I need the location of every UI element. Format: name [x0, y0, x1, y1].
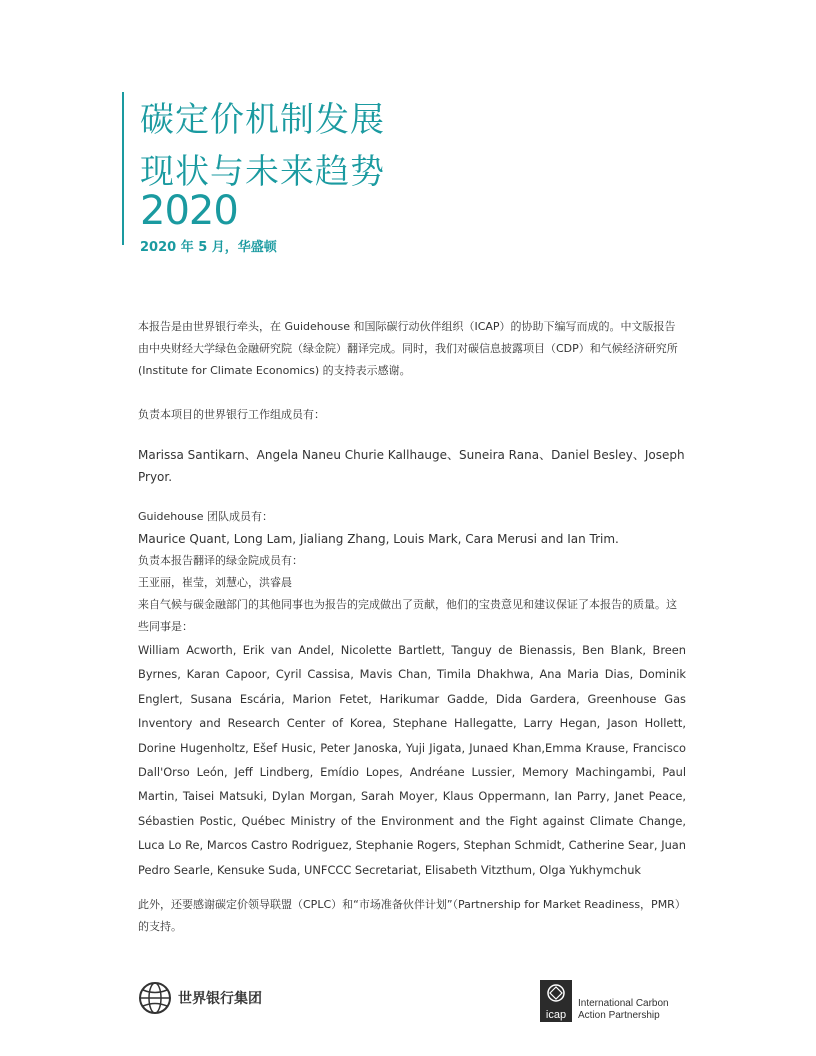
wb-team-label: 负责本项目的世界银行工作组成员有： [138, 408, 325, 421]
title-accent-bar [122, 92, 124, 245]
wb-team-names: Marissa Santikarn、Angela Naneu Churie Kallhauge、Suneira Rana、Daniel Besley、Joseph Pryor. [138, 448, 685, 484]
gh-team-label: Guidehouse 团队成员有： [138, 510, 273, 523]
globe-icon [138, 981, 172, 1015]
acknowledgements-body [138, 316, 686, 938]
gh-team-names: Maurice Quant, Long Lam, Jialiang Zhang, Louis Mark, Cara Merusi and Ian Trim. [138, 532, 619, 546]
title-block [122, 92, 622, 255]
title-line-1: 碳定价机制发展 [140, 100, 385, 140]
icap-mark-icon [540, 980, 572, 1008]
iigf-team-label: 负责本报告翻译的绿金院成员有： [138, 554, 303, 567]
icap-logo [540, 980, 572, 1022]
iigf-team-names: 王亚丽，崔莹，刘慧心，洪睿晨 [138, 576, 292, 589]
icap-name-line-1: International Carbon [578, 998, 669, 1009]
world-bank-logo [138, 978, 262, 1018]
title-line-2: 现状与未来趋势 [140, 152, 385, 192]
colleagues-label: 来自气候与碳金融部门的其他同事也为报告的完成做出了贡献，他们的宝贵意见和建议保证了本报告的质量。这些同事是： [138, 598, 677, 633]
icap-logo-block [540, 980, 669, 1022]
icap-logo-word: icap [545, 1009, 567, 1021]
icap-name [578, 998, 669, 1022]
title-year: 2020 [140, 188, 238, 234]
icap-name-line-2: Action Partnership [578, 1010, 660, 1021]
publication-date: 2020 年 5 月，华盛顿 [140, 240, 277, 255]
world-bank-name: 世界银行集团 [178, 991, 262, 1007]
intro-paragraph: 本报告是由世界银行牵头，在 Guidehouse 和国际碳行动伙伴组织（ICAP）的协助下编写而成的。中文版报告由中央财经大学绿色金融研究院（绿金院）翻译完成。同时，我们对碳信息披露项目（CDP）和气候经济研究所 (Institute for Climate Economics) 的支持表示感谢。 [138, 320, 678, 377]
closing-paragraph: 此外，还要感谢碳定价领导联盟（CPLC）和“市场准备伙伴计划”（Partnership for Market Readiness，PMR）的支持。 [138, 898, 686, 934]
colleagues-names: William Acworth, Erik van Andel, Nicolette Bartlett, Tanguy de Bienassis, Ben Blank, Breen Byrnes, Karan Capoor, Cyril Cassisa, Mavis Chan, Timila Dhakhwa, Ana Maria Dias, Dominik Englert, Susana Escária, Marion Fetet, Harikumar Gadde, Dida Gardera, Greenhouse Gas Inventory and Research Center of Korea, Stephane Hallegatte, Larry Hegan, Jason Hollett, Dorine Hugenholtz, Ešef Husic, Peter Janoska, Yuji Jigata, Junaed Khan,Emma Krause, Francisco Dall'Orso León, Jeff Lindberg, Emídio Lopes, Andréane Lussier, Memory Machingambi, Paul Martin, Taisei Matsuki, Dylan Morgan, Sarah Moyer, Klaus Oppermann, Ian Parry, Janet Peace, Sébastien Postic, Québec Ministry of the Environment and the Fight against Climate Change, Luca Lo Re, Marcos Castro Rodriguez, Stephanie Rogers, Stephan Schmidt, Catherine Sear, Juan Pedro Searle, Kensuke Suda, UNFCCC Secretariat, Elisabeth Vitzthum, Olga Yukhymchuk [138, 643, 686, 877]
